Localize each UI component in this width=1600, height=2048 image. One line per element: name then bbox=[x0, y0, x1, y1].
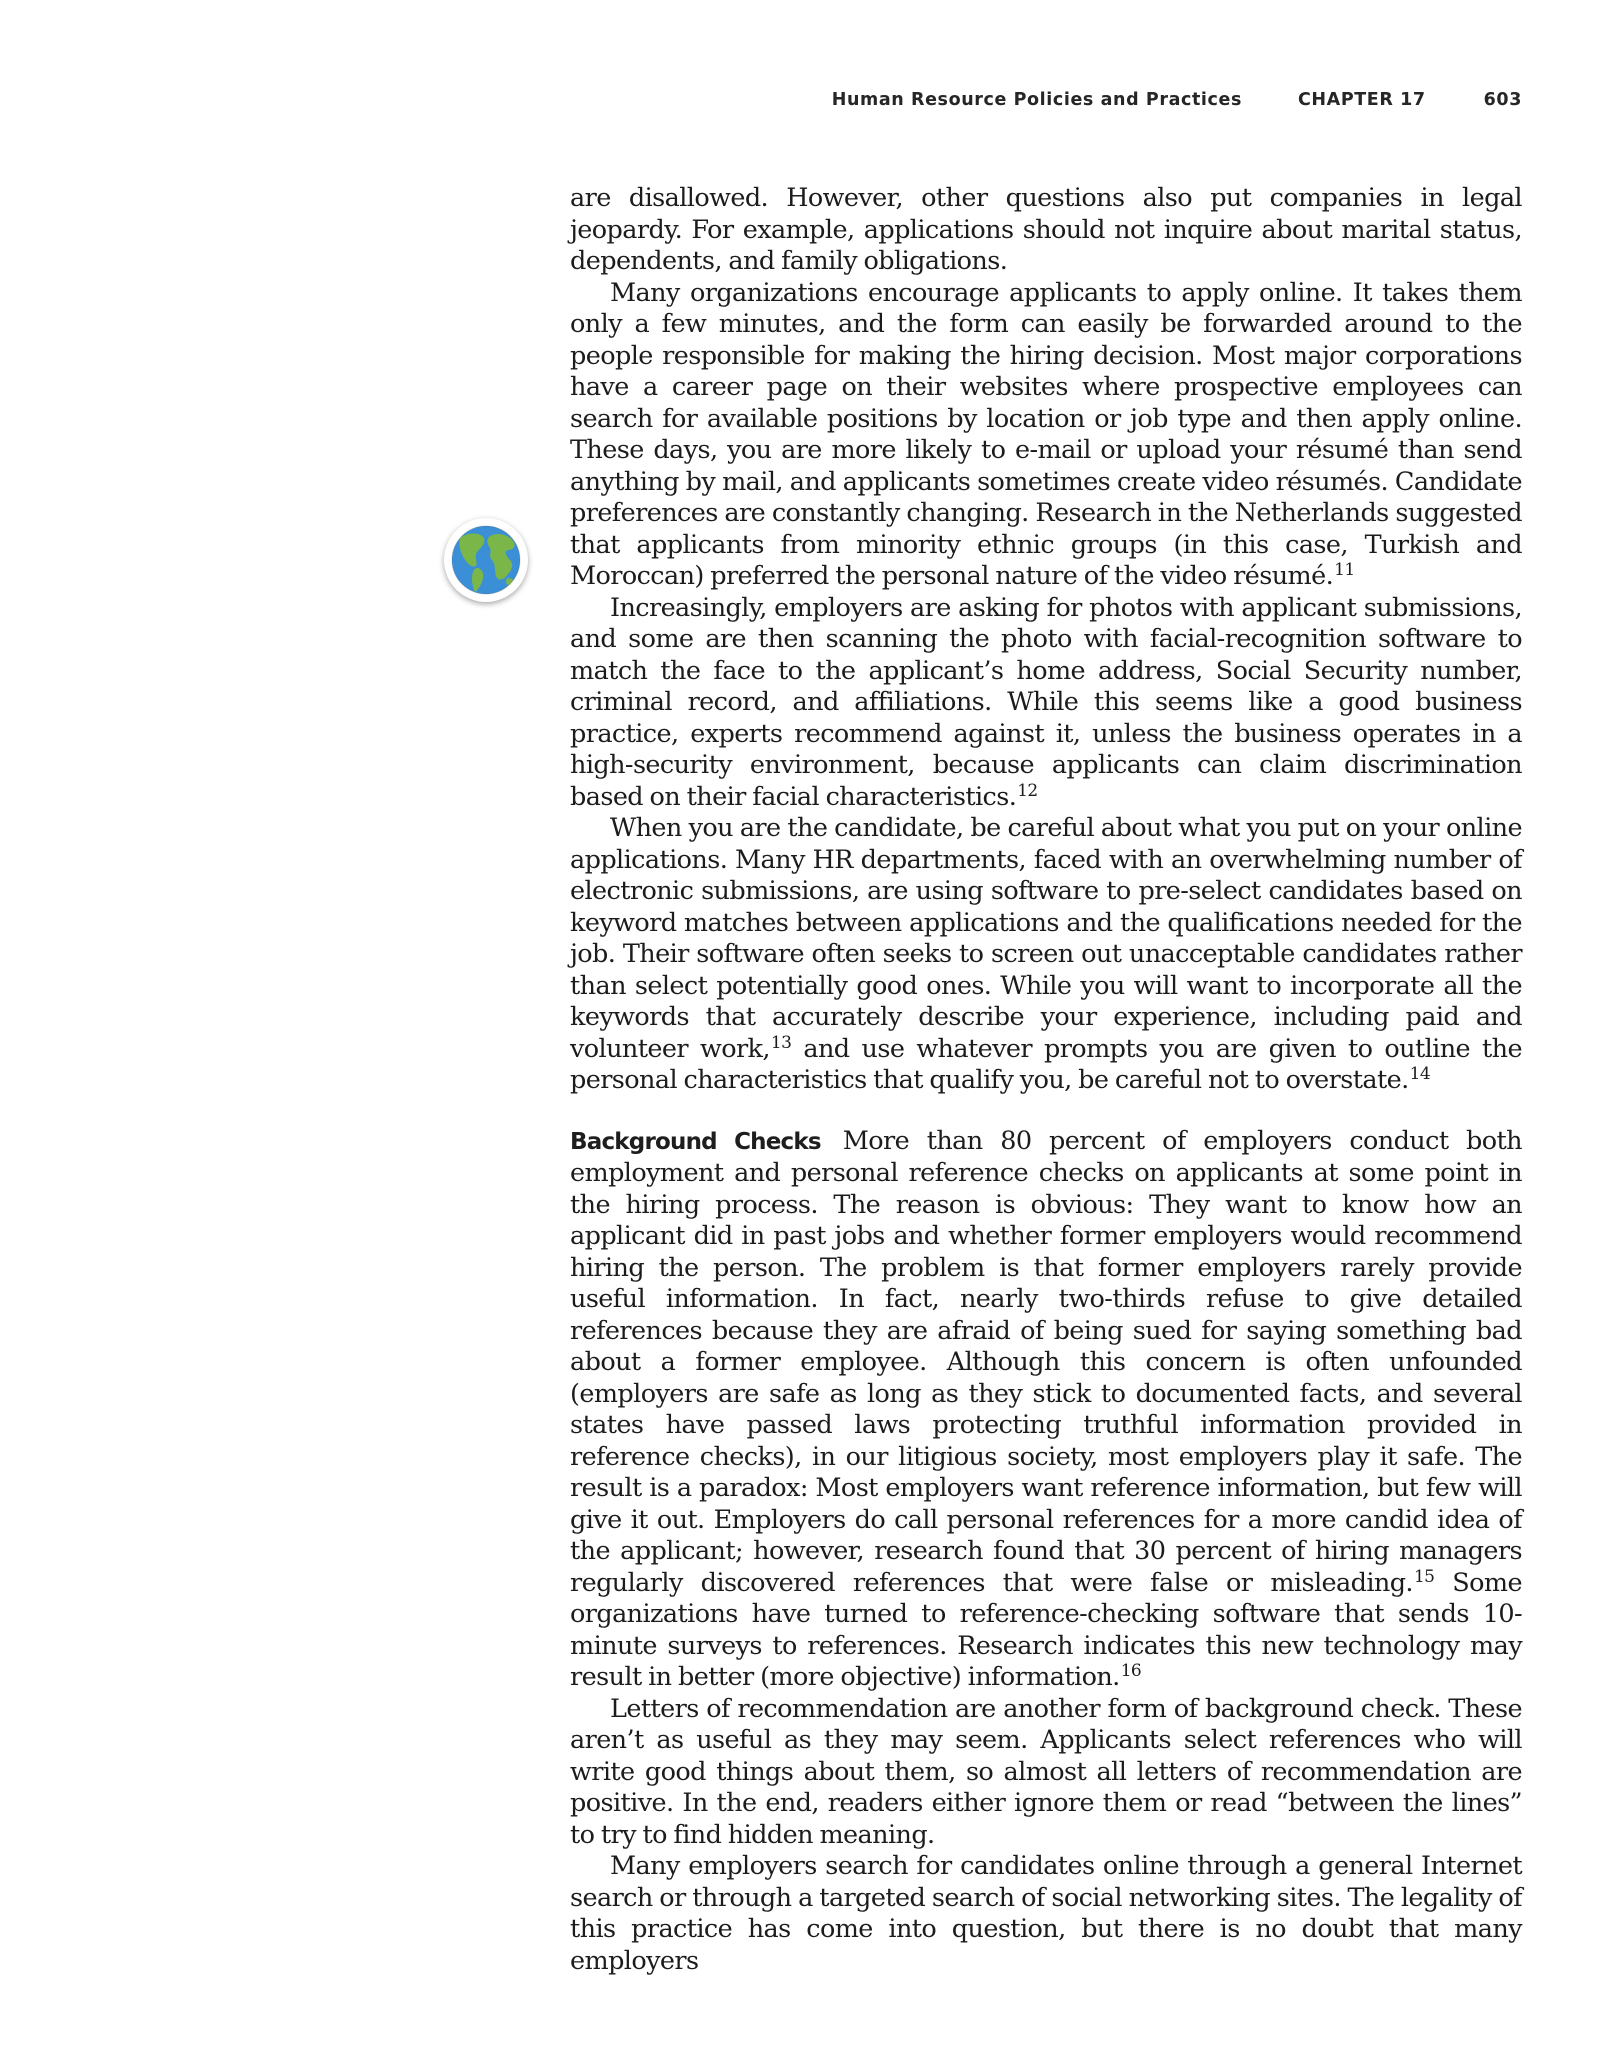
paragraph: When you are the candidate, be careful about what you put on your online applications. Many HR departments, faced with an overwhelming number of electronic submissions, are using software to pre-select candidates based on keyword matches between applications and the qualifications needed for the job. Their software often seeks to screen out unacceptable candidates rather than select potentially good ones. While you will want to incorporate all the keywords that accurately describe your experience, including paid and volunteer work,$^{13}$ and use whatever prompts you are given to outline the personal characteristics that qualify you, be careful not to overstate.$^{14}$ bbox=[570, 813, 1522, 1095]
paragraph: are disallowed. However, other questions also put companies in legal jeopardy. For example, applications should not inquire about marital status, dependents, and family obligations. bbox=[570, 183, 1522, 276]
footnote-ref: 12 bbox=[1017, 780, 1038, 801]
footnote-ref: 11 bbox=[1334, 560, 1355, 580]
globe-icon bbox=[444, 518, 528, 602]
page-number: 603 bbox=[1483, 90, 1522, 110]
paragraph: Many employers search for candidates online through a general Internet search or through a targeted search of social networking sites. The legality of this practice has come into question, but there is no doubt that many employers bbox=[570, 1851, 1522, 1976]
running-head bbox=[832, 90, 1522, 110]
footnote-ref: 14 bbox=[1409, 1064, 1431, 1084]
running-head-chapter: CHAPTER 17 bbox=[1297, 90, 1426, 110]
paragraph: Background Checks More than 80 percent of employers conduct both employment and personal reference checks on applicants at some point in the hiring process. The reason is obvious: They want to know how an applicant did in past jobs and whether former employers would recommend hiring the person. The problem is that former employers rarely provide useful information. In fact, nearly two-thirds refuse to give detailed references because they are afraid of being sued for saying something bad about a former employee. Although this concern is often unfounded (employers are safe as long as they stick to documented facts, and several states have passed laws protecting truthful information provided in reference checks), in our litigious society, most employers play it safe. The result is a paradox: Most employers want reference information, but few will give it out. Employers do call personal references for a more candid idea of the applicant; however, research found that 30 percent of hiring managers regularly discovered references that were false or misleading.$^{15}$ Some organizations have turned to reference-checking software that sends 10-minute surveys to references. Research indicates this new technology may result in better (more objective) information.$^{16}$ bbox=[570, 1125, 1523, 1692]
paragraph: Letters of recommendation are another form of background check. These aren’t as useful as they may seem. Applicants select references who will write good things about them, so almost all letters of recommendation are positive. In the end, readers either ignore them or read “between the lines” to try to find hidden meaning. bbox=[570, 1693, 1522, 1850]
footnote-ref: 13 bbox=[770, 1032, 792, 1053]
paragraph: Many organizations encourage applicants to apply online. It takes them only a few minutes, and the form can easily be forwarded around to the people responsible for making the hiring decision. Most major corporations have a career page on their websites where prospective employees can search for available positions by location or job type and then apply online. These days, you are more likely to e-mail or upload your résumé than send anything by mail, and applicants sometimes create video résumés. Candidate preferences are constantly changing. Research in the Netherlands suggested that applicants from minority ethnic groups (in this case, Turkish and Moroccan) preferred the personal nature of the video résumé.$^{11}$ bbox=[570, 277, 1522, 591]
footnote-ref: 15 bbox=[1413, 1566, 1435, 1587]
body-text bbox=[570, 183, 1522, 1977]
globe-icon-graphic bbox=[450, 524, 522, 596]
footnote-ref: 16 bbox=[1120, 1661, 1142, 1681]
paragraph: Increasingly, employers are asking for photos with applicant submissions, and some are then scanning the photo with facial-recognition software to match the face to the applicant’s home address, Social Security number, criminal record, and affiliations. While this seems like a good business practice, experts recommend against it, unless the business operates in a high-security environment, because applicants can claim discrimination based on their facial characteristics.$^{12}$ bbox=[570, 592, 1522, 812]
section-heading-background-checks: Background Checks bbox=[570, 1128, 821, 1155]
running-head-title: Human Resource Policies and Practices bbox=[831, 90, 1242, 110]
